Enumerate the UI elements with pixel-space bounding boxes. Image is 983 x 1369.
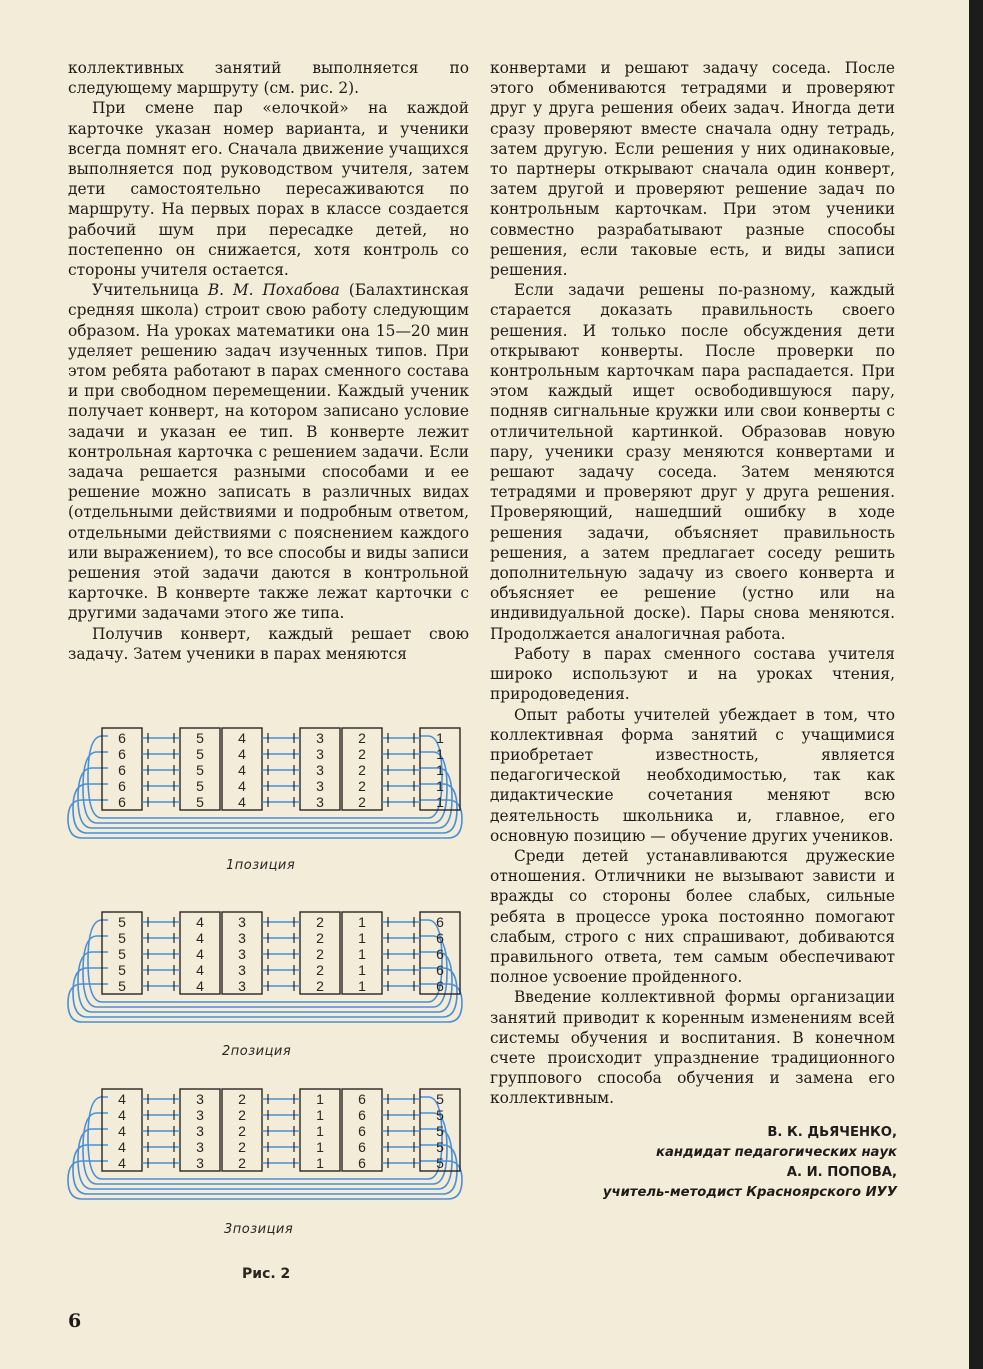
seat-number: 2 — [358, 762, 366, 778]
route-loop — [83, 1113, 447, 1184]
diagram-position-3 — [60, 1083, 470, 1208]
left-paragraph-2: При смене пар «елочкой» на каждой карточке указан номер варианта, и ученики всегда помнят его. Сначала движение учащихся выполняется под руководством учителя, затем дети самостоятельно пересаживаются по маршруту. На первых порах в классе создается рабочий шум при пересадке детей, но постепенно он снижается, хотя контроль со стороны учителя остается. — [68, 99, 469, 280]
seat-number: 3 — [196, 1091, 204, 1107]
seat-number: 6 — [118, 762, 126, 778]
seat-number: 4 — [118, 1091, 126, 1107]
seat-number: 4 — [196, 978, 204, 994]
seat-number: 6 — [436, 914, 444, 930]
right-paragraph-2: Если задачи решены по-разному, каждый старается доказать правильность своего решения. И только после обсуждения дети открывают конверты. После проверки по контрольным карточкам пара распадается. При этом каждый ищет освободившуюся пару, подняв сигнальные кружки или свои конверты с отличительной картинкой. Образовав новую пару, ученики сразу меняются конвертами и решают задачу соседа. Затем меняются тетрадями и проверяют друг у друга решения. Проверяющий, нашедший ошибку в ходе решения задачи, объясняет правильность решения, а затем предлагает соседу решить дополнительную задачу из своего конверта и объясняет ее решение (устно или на индивидуальной доске). Пары снова меняются. Продолжается аналогичная работа. — [490, 281, 895, 643]
seat-number: 6 — [358, 1139, 366, 1155]
seat-number: 1 — [316, 1123, 324, 1139]
p3-rest: (Балахтинская средняя школа) строит свою работу следующим образом. На уроках математики она 15—20 мин уделяет решению задач изученных типов. При этом ребята работают в парах сменного состава и при свободном перемещении. Каждый ученик получает конверт, на котором записано условие задачи и указан ее тип. В конверте лежит контрольная карточка с решением задачи. Если задача решается разными способами и ее решение можно записать в различных видах (отдельными действиями и подробным ответом, отдельными действиями с пояснением каждого или выражением), то все способы и виды записи решения этой задачи даются в контрольной карточке. В конверте также лежат карточки с другими задачами этого же типа. — [68, 281, 469, 623]
seat-number: 6 — [118, 746, 126, 762]
seat-number: 3 — [196, 1139, 204, 1155]
left-column — [68, 58, 469, 664]
seat-number: 3 — [196, 1107, 204, 1123]
right-paragraph-1: конвертами и решают задачу соседа. После этого обмениваются тетрадями и проверяют друг у друга решения обеих задач. Иногда дети сразу проверяют вместе сначала одну тетрадь, затем другую. Если решения у них одинаковые, то партнеры открывают сначала один конверт, затем другой и проверяют решение задач по контрольным карточкам. При этом ученики совместно разрабатывают разные способы решения, если таковые есть, и виды записи решения. — [490, 59, 895, 280]
seat-number: 3 — [196, 1155, 204, 1171]
right-paragraph-4: Опыт работы учителей убеждает в том, что коллективная форма занятий с учащимися приобретает известность, является педагогической необходимостью, так как дидактические сочетания меняют всю деятельность школьника и, главное, его основную позицию — обучение других учеников. — [490, 705, 895, 845]
seat-number: 3 — [238, 914, 246, 930]
seat-number: 4 — [196, 946, 204, 962]
seat-number: 4 — [196, 962, 204, 978]
seat-number: 6 — [358, 1123, 366, 1139]
seat-number: 4 — [118, 1139, 126, 1155]
seat-number: 2 — [316, 978, 324, 994]
seat-number: 5 — [196, 746, 204, 762]
seat-number: 5 — [436, 1091, 444, 1107]
seat-number: 3 — [316, 730, 324, 746]
seat-number: 2 — [238, 1091, 246, 1107]
seat-number: 6 — [358, 1155, 366, 1171]
seat-number: 1 — [316, 1139, 324, 1155]
seat-number: 1 — [436, 730, 444, 746]
seat-number: 2 — [316, 946, 324, 962]
route-loop — [78, 1129, 452, 1189]
seat-number: 4 — [118, 1107, 126, 1123]
seat-number: 2 — [358, 778, 366, 794]
signature-block — [603, 1123, 897, 1203]
teacher-name: В. М. Похабова — [207, 281, 340, 300]
seat-number: 2 — [358, 746, 366, 762]
seat-number: 5 — [436, 1139, 444, 1155]
right-paragraph-5: Среди детей устанавливаются дружеские отношения. Отличники не вызывают зависти и вражды со стороны более слабых, сильные ребята в процессе урока постоянно помогают слабым, строго с них спрашивают, добиваются правильного ответа, тем самым обеспечивают полное усвоение пройденного. — [490, 846, 895, 987]
figure-position-2 — [60, 906, 470, 1031]
caption-position-3: 3позиция — [224, 1222, 294, 1237]
author-1: В. К. ДЬЯЧЕНКО, — [767, 1125, 897, 1140]
seat-number: 1 — [436, 762, 444, 778]
left-paragraph-3 — [68, 280, 469, 623]
seat-number: 1 — [358, 930, 366, 946]
caption-position-1: 1позиция — [226, 858, 296, 873]
route-loop — [88, 736, 442, 818]
route-loop — [73, 784, 457, 833]
seat-number: 5 — [436, 1107, 444, 1123]
seat-number: 5 — [436, 1155, 444, 1171]
caption-position-2: 2позиция — [222, 1044, 292, 1059]
seat-number: 5 — [196, 762, 204, 778]
seat-number: 5 — [118, 930, 126, 946]
seat-number: 1 — [436, 746, 444, 762]
right-paragraph-6: Введение коллективной формы организации занятий приводит к коренным изменениям всей системы обучения и воспитания. В конечном счете происходит упразднение традиционного группового способа обучения и замена его коллективным. — [490, 988, 895, 1108]
diagram-position-1 — [60, 722, 470, 847]
figure-position-3 — [60, 1083, 470, 1208]
seat-number: 3 — [238, 930, 246, 946]
seat-number: 1 — [358, 946, 366, 962]
seat-number: 4 — [118, 1123, 126, 1139]
seat-number: 5 — [436, 1123, 444, 1139]
seat-number: 6 — [436, 962, 444, 978]
seat-number: 5 — [118, 914, 126, 930]
seat-number: 6 — [118, 730, 126, 746]
seat-number: 6 — [436, 946, 444, 962]
seat-number: 3 — [196, 1123, 204, 1139]
seat-number: 4 — [238, 778, 246, 794]
seat-number: 3 — [238, 946, 246, 962]
right-column — [490, 58, 895, 1109]
seat-number: 1 — [358, 962, 366, 978]
seat-number: 1 — [316, 1107, 324, 1123]
seat-number: 6 — [436, 978, 444, 994]
seat-number: 4 — [196, 914, 204, 930]
route-loop — [83, 752, 447, 823]
author-1-title: кандидат педагогических наук — [656, 1145, 897, 1160]
seat-number: 6 — [358, 1107, 366, 1123]
seat-number: 4 — [238, 762, 246, 778]
seat-number: 3 — [316, 794, 324, 810]
seat-number: 4 — [238, 746, 246, 762]
seat-number: 1 — [358, 978, 366, 994]
route-loop — [88, 920, 442, 1002]
seat-number: 2 — [358, 794, 366, 810]
seat-number: 2 — [358, 730, 366, 746]
seat-number: 3 — [316, 778, 324, 794]
seat-number: 5 — [118, 962, 126, 978]
seat-number: 2 — [238, 1123, 246, 1139]
seat-number: 2 — [316, 930, 324, 946]
seat-number: 1 — [436, 794, 444, 810]
seat-number: 4 — [238, 730, 246, 746]
seat-number: 6 — [358, 1091, 366, 1107]
seat-number: 3 — [238, 962, 246, 978]
seat-number: 4 — [238, 794, 246, 810]
seat-number: 6 — [436, 930, 444, 946]
seat-number: 2 — [238, 1107, 246, 1123]
seat-number: 3 — [316, 746, 324, 762]
route-loop — [73, 968, 457, 1017]
seat-number: 4 — [118, 1155, 126, 1171]
seat-number: 3 — [316, 762, 324, 778]
seat-number: 5 — [196, 778, 204, 794]
seat-number: 6 — [118, 778, 126, 794]
seat-number: 5 — [118, 946, 126, 962]
seat-number: 1 — [436, 778, 444, 794]
page-number: 6 — [68, 1310, 82, 1332]
author-2: А. И. ПОПОВА, — [786, 1165, 897, 1180]
right-paragraph-3: Работу в парах сменного состава учителя широко используют и на уроках чтения, природоведения. — [490, 644, 895, 704]
route-loop — [83, 936, 447, 1007]
figure-position-1 — [60, 722, 470, 847]
seat-number: 1 — [316, 1091, 324, 1107]
seat-number: 2 — [238, 1155, 246, 1171]
p3-start: Учительница — [92, 281, 208, 300]
seat-number: 4 — [196, 930, 204, 946]
seat-number: 6 — [118, 794, 126, 810]
left-paragraph-1: коллективных занятий выполняется по следующему маршруту (см. рис. 2). — [68, 59, 469, 98]
route-loop — [73, 1145, 457, 1194]
seat-number: 2 — [316, 962, 324, 978]
seat-number: 5 — [118, 978, 126, 994]
route-loop — [78, 952, 452, 1012]
scan-edge — [969, 0, 983, 1369]
seat-number: 5 — [196, 730, 204, 746]
figure-caption: Рис. 2 — [242, 1266, 291, 1282]
seat-number: 2 — [316, 914, 324, 930]
seat-number: 3 — [238, 978, 246, 994]
seat-number: 1 — [316, 1155, 324, 1171]
author-2-title: учитель-методист Красноярского ИУУ — [602, 1185, 897, 1200]
seat-number: 5 — [196, 794, 204, 810]
diagram-position-2 — [60, 906, 470, 1031]
seat-number: 1 — [358, 914, 366, 930]
left-paragraph-4: Получив конверт, каждый решает свою задачу. Затем ученики в парах меняются — [68, 624, 469, 663]
seat-number: 2 — [238, 1139, 246, 1155]
route-loop — [88, 1097, 442, 1179]
route-loop — [78, 768, 452, 828]
